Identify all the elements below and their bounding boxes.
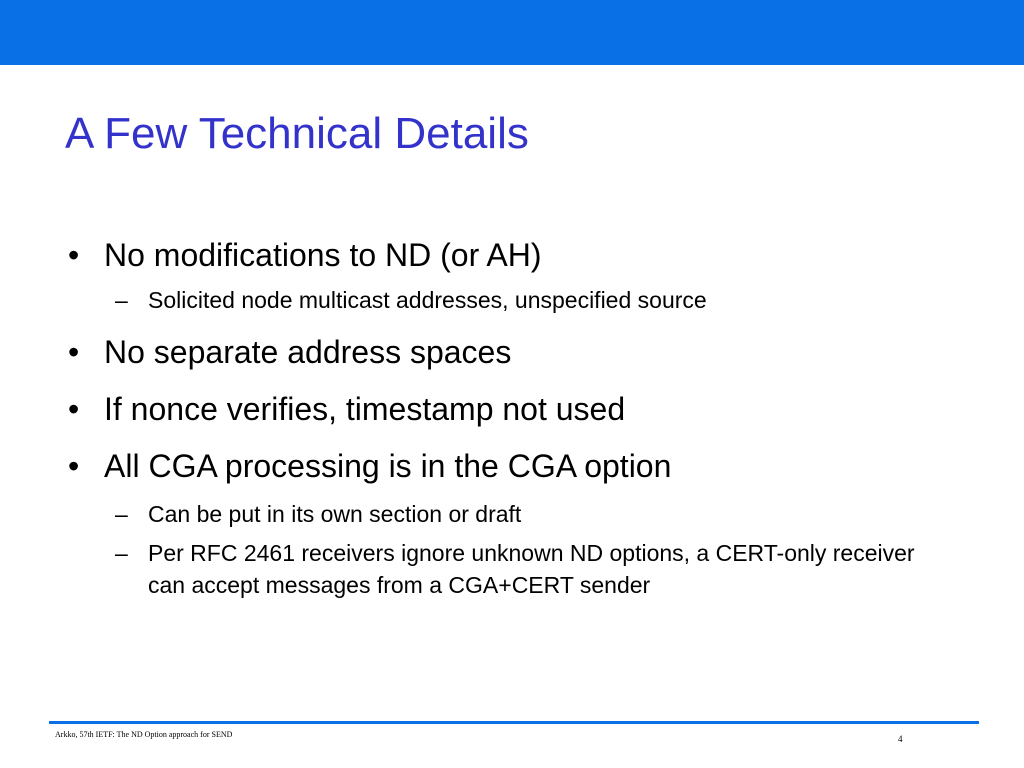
sub-bullet-marker: – [115, 287, 128, 313]
sub-bullet-item [115, 284, 948, 316]
footer-text: Arkko, 57th IETF: The ND Option approach for SEND [55, 730, 233, 739]
bullet-text: All CGA processing is in the CGA option [104, 448, 672, 484]
top-accent-bar [0, 0, 1024, 65]
footer-divider [49, 721, 979, 724]
bullet-marker: • [68, 334, 80, 370]
bullet-marker: • [68, 448, 80, 484]
slide-title: A Few Technical Details [65, 109, 529, 158]
sub-bullet-text: Solicited node multicast addresses, unspecified source [148, 287, 707, 313]
sub-bullet-marker: – [115, 501, 128, 527]
bullet-item [68, 333, 964, 371]
bullet-marker: • [68, 237, 80, 273]
bullet-item [68, 390, 964, 428]
sub-bullet-item [115, 537, 948, 601]
bullet-text: If nonce verifies, timestamp not used [104, 391, 626, 427]
bullet-item [68, 236, 964, 274]
bullet-item [68, 447, 964, 485]
bullet-text: No modifications to ND (or AH) [104, 237, 542, 273]
sub-bullet-text: Can be put in its own section or draft [148, 501, 522, 527]
sub-bullet-item [115, 498, 948, 530]
bullet-marker: • [68, 391, 80, 427]
page-number: 4 [898, 734, 903, 744]
sub-bullet-text: Per RFC 2461 receivers ignore unknown ND options, a CERT-only receiver can accept messages from a CGA+CERT sender [148, 540, 915, 598]
bullet-text: No separate address spaces [104, 334, 512, 370]
sub-bullet-marker: – [115, 540, 128, 566]
